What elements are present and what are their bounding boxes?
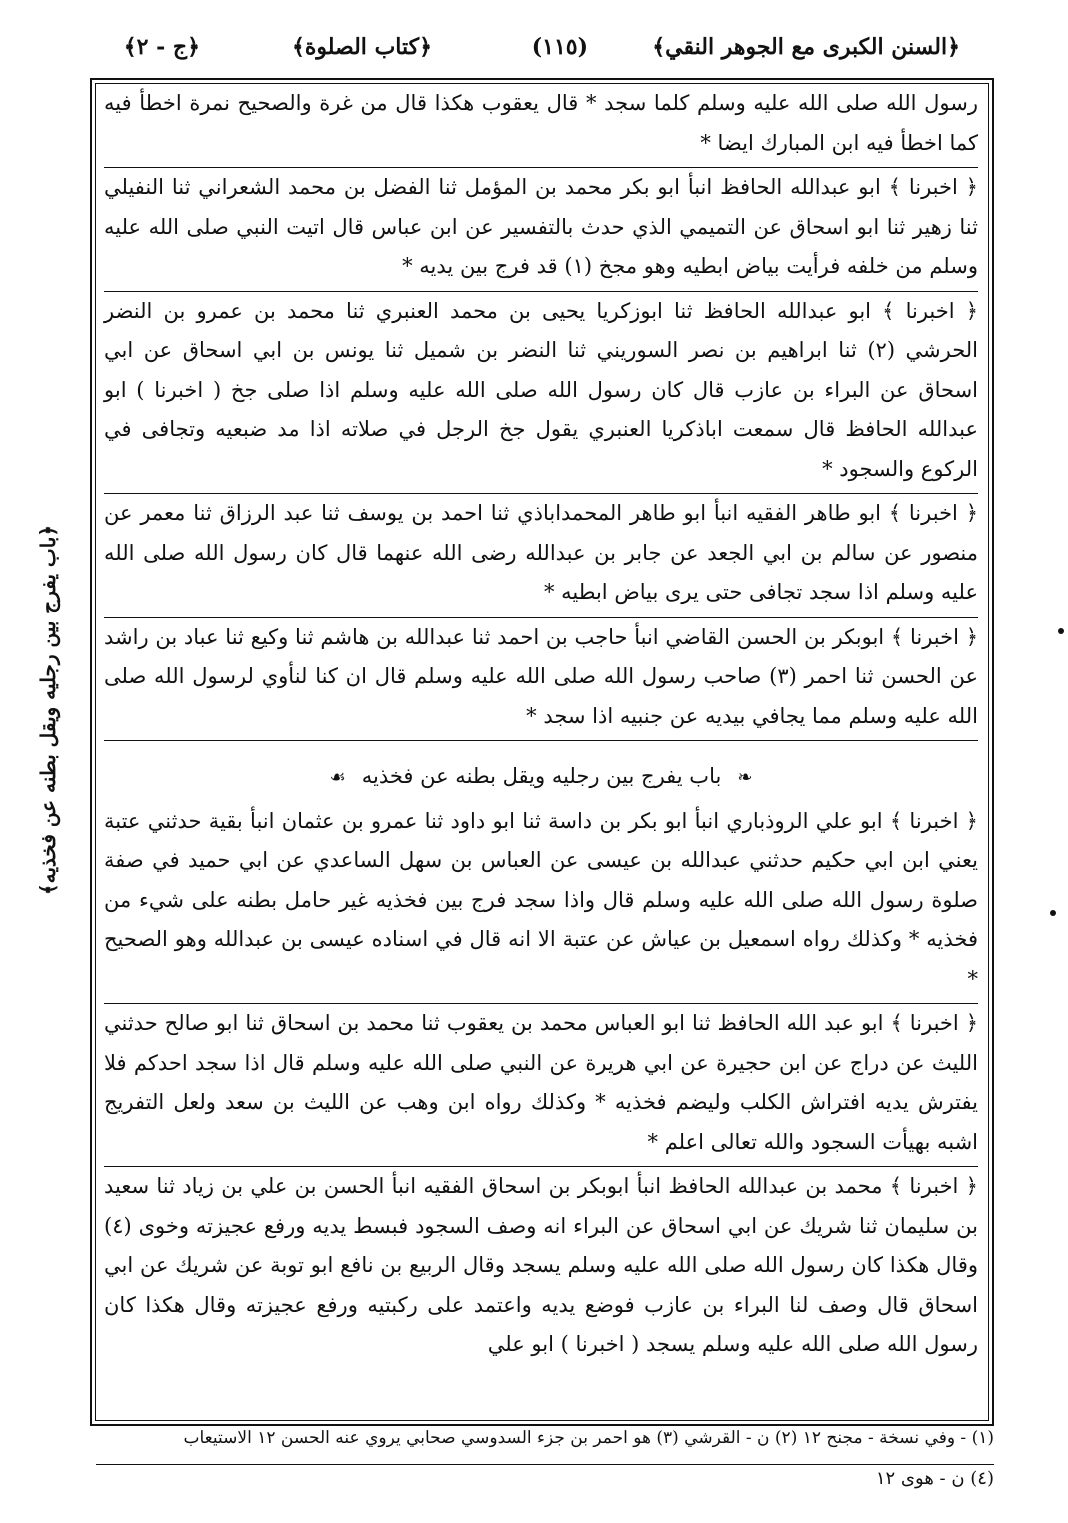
ornament-icon: ☙ xyxy=(329,767,346,788)
chapter-heading xyxy=(104,751,978,802)
paragraph: ﴿ اخبرنا ﴾ محمد بن عبدالله الحافظ انبأ ابوبكر بن اسحاق الفقيه انبأ الحسن بن علي بن زياد ثنا سعيد بن سليمان ثنا شريك عن ابي اسحاق عن البراء انه وصف السجود فبسط يديه ورفع عجيزته وخوى (٤) وقال هكذا كان رسول الله صلى الله عليه وسلم يسجد وقال الربيع بن نافع ابو توبة عن شريك عن ابي اسحاق قال وصف لنا البراء بن عازب فوضع يديه واعتمد على ركبتيه ورفع عجيزته وقال هكذا كان رسول الله صلى الله عليه وسلم يسجد ( اخبرنا ) ابو علي xyxy=(104,1174,979,1356)
chapter-title: ﴿كتاب الصلوة﴾ xyxy=(291,34,432,60)
volume-number: ﴿ج - ٢﴾ xyxy=(123,34,200,60)
margin-dot xyxy=(1050,910,1056,916)
paragraph: ﴿ اخبرنا ﴾ ابو عبدالله الحافظ ثنا ابوزكريا يحيى بن محمد العنبري ثنا محمد بن عمرو بن النضر الحرشي (٢) ثنا ابراهيم بن نصر السوريني ثنا النضر بن شميل ثنا يونس بن ابي اسحاق عن ابي اسحاق عن البراء بن عازب قال كان رسول الله صلى الله عليه وسلم اذا صلى جخ ( اخبرنا ) ابو عبدالله الحافظ قال سمعت اباذكريا العنبري يقول جخ الرجل في صلاته اذا مد ضبعيه وتجافى في الركوع والسجود * xyxy=(104,292,978,495)
margin-note-text: ﴿باب يفرج بين رجليه ويقل بطنه عن فخذيه﴾ xyxy=(36,524,60,896)
footnote-last: (٤) ن - هوى ١٢ xyxy=(875,1468,994,1489)
page-header xyxy=(96,28,960,72)
paragraph: ﴿ اخبرنا ﴾ ابو عبد الله الحافظ ثنا ابو العباس محمد بن يعقوب ثنا محمد بن اسحاق ثنا ابو صالح حدثني الليث عن دراج عن ابن حجيرة عن ابي هريرة عن النبي صلى الله عليه وسلم قال اذا سجد احدكم فلا يفترش يديه افتراش الكلب وليضم فخذيه * وكذلك رواه ابن وهب عن الليث بن سعد ولعل التفريج اشبه بهيأت السجود والله تعالى اعلم * xyxy=(104,1004,978,1167)
paragraph: رسول الله صلى الله عليه وسلم كلما سجد * قال يعقوب هكذا قال من غرة والصحيح نمرة اخطأ فيه كما اخطأ فيه ابن المبارك ايضا * xyxy=(104,84,978,168)
ornament-icon: ❧ xyxy=(737,767,753,788)
main-text xyxy=(92,80,992,1424)
footnote-rule xyxy=(96,1464,994,1465)
paragraph: ﴿ اخبرنا ﴾ ابو طاهر الفقيه انبأ ابو طاهر المحمداباذي ثنا احمد بن يوسف ثنا عبد الرزاق ثنا معمر عن منصور عن سالم بن ابي الجعد عن جابر بن عبدالله رضى الله عنهما قال كان رسول الله صلى الله عليه وسلم اذا سجد تجافى حتى يرى بياض ابطيه * xyxy=(104,494,978,618)
paragraph: ﴿ اخبرنا ﴾ ابوبكر بن الحسن القاضي انبأ حاجب بن احمد ثنا عبدالله بن هاشم ثنا وكيع ثنا عباد بن راشد عن الحسن ثنا احمر (٣) صاحب رسول الله صلى الله عليه وسلم قال ان كنا لنأوي لرسول الله صلى الله عليه وسلم مما يجافي بيديه عن جنبيه اذا سجد * xyxy=(104,618,978,742)
chapter-heading-text: باب يفرج بين رجليه ويقل بطنه عن فخذيه xyxy=(361,764,722,788)
footnotes: (١) - وفي نسخة - مجنح ١٢ (٢) ن - القرشي (٣) هو احمر بن جزء السدوسي صحابي يروي عنه الحسن ١٢ الاستيعاب xyxy=(183,1428,994,1448)
margin-note xyxy=(18,520,78,900)
paragraph: ﴿ اخبرنا ﴾ ابو علي الروذباري انبأ ابو بكر بن داسة ثنا ابو داود ثنا عمرو بن عثمان انبأ بقية حدثني عتبة يعني ابن ابي حكيم حدثني عبدالله بن عيسى عن العباس بن سهل الساعدي عن ابي حميد في صفة صلوة رسول الله صلى الله عليه وسلم قال واذا سجد فرج بين فخذيه غير حامل بطنه على شيء من فخذيه * وكذلك رواه اسمعيل بن عياش عن عتبة الا انه قال في اسناده عيسى بن عبدالله وهو الصحيح * xyxy=(104,802,978,1005)
page-number: (١١٥) xyxy=(531,34,588,60)
paragraph: ﴿ اخبرنا ﴾ ابو عبدالله الحافظ انبأ ابو بكر محمد بن المؤمل ثنا الفضل بن محمد الشعراني ثنا النفيلي ثنا زهير ثنا ابو اسحاق عن التميمي الذي حدث بالتفسير عن ابن عباس قال اتيت النبي صلى الله عليه وسلم من خلفه فرأيت بياض ابطيه وهو مجخ (١) قد فرج بين يديه * xyxy=(104,168,978,292)
book-title: ﴿السنن الكبرى مع الجوهر النقي﴾ xyxy=(652,34,960,60)
margin-dot xyxy=(1058,628,1064,634)
text-frame xyxy=(90,78,994,1426)
